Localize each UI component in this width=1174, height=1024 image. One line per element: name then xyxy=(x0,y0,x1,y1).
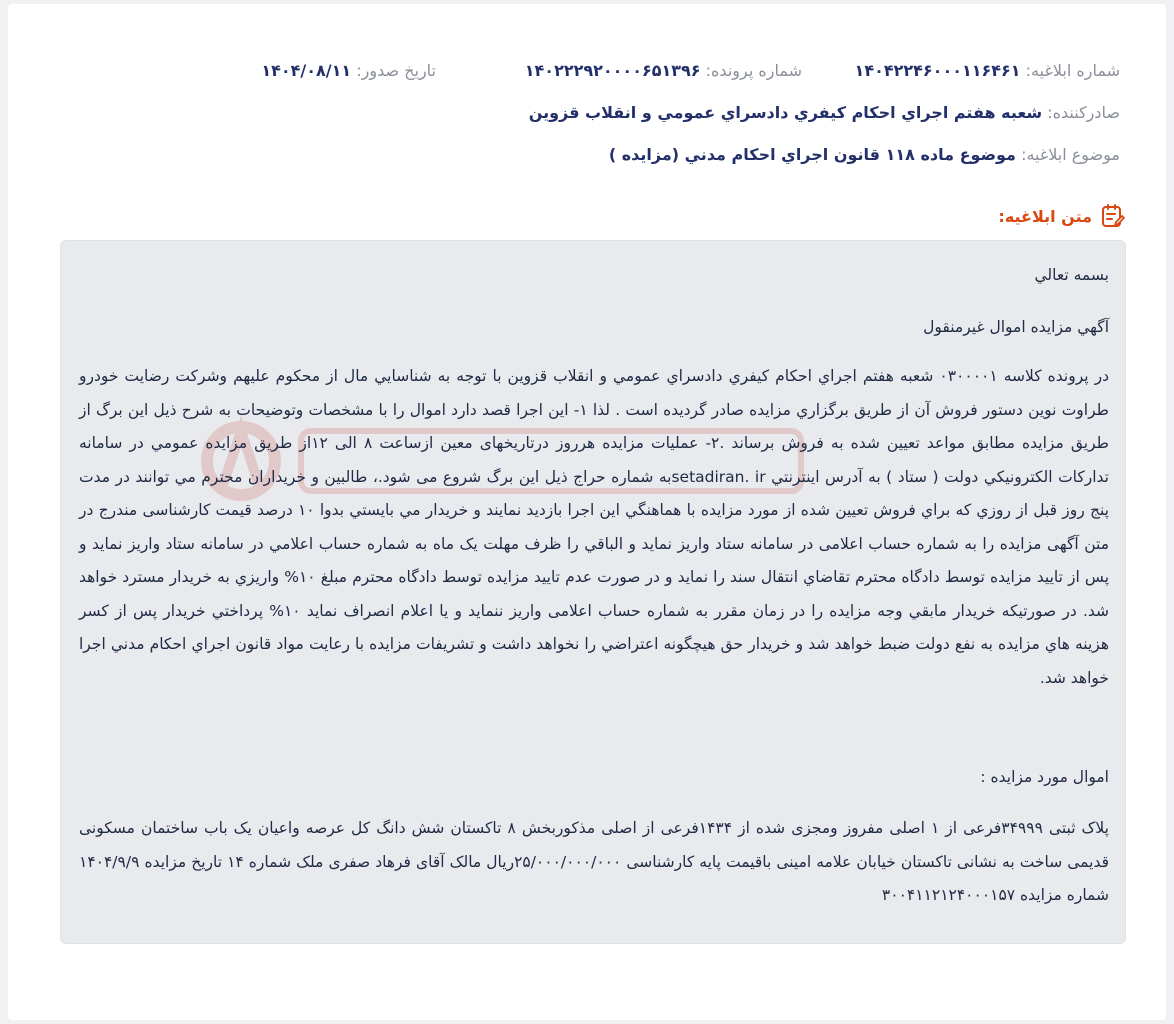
notice-card xyxy=(8,4,1166,1020)
notice-text-title: متن ابلاغيه: xyxy=(998,206,1092,226)
auction-heading: آگهي مزايده اموال غيرمنقول xyxy=(923,318,1109,336)
assets-heading: اموال مورد مزايده : xyxy=(980,768,1109,786)
issuer-value: شعبه هفتم اجراي احكام كيفري دادسراي عمومي و انقلاب قزوين xyxy=(528,103,1043,122)
assets-description: پلاک ثبتی ۳۴۹۹۹فرعی از ۱ اصلی مفروز ومجزی شده از ۱۴۳۴فرعی از اصلی مذکوربخش ۸ تاکستان شش دانگ کل عرصه واعیان یک باب ساختمان مسکونی قدیمی ساخت به نشانی تاکستان خیابان علامه امینی باقیمت پایه کارشناسی ۲۵/۰۰۰/۰۰۰/۰۰۰ریال مالک آقای فرهاد صفری ملک شماره ۱۴ تاریخ مزایده ۱۴۰۴/۹/۹ شماره مزایده ۳۰۰۴۱۱۲۱۲۴۰۰۰۱۵۷ xyxy=(79,819,1109,904)
issue-date-label: تاريخ صدور: xyxy=(356,61,436,80)
subject-value: موضوع ماده ۱۱۸ قانون اجراي احکام مدني (مزايده ) xyxy=(608,145,1016,164)
meta-row-numbers xyxy=(54,56,1120,86)
notice-number-value: ۱۴۰۴۲۲۴۶۰۰۰۱۱۶۴۶۱ xyxy=(854,61,1021,80)
notice-content-box xyxy=(60,240,1126,944)
meta-row-subject xyxy=(54,140,1120,170)
notice-number-field xyxy=(855,56,1120,86)
case-number-label: شماره پرونده: xyxy=(705,61,802,80)
meta-row-issuer xyxy=(54,98,1120,128)
case-number-value: ۱۴۰۲۲۲۹۲۰۰۰۰۶۵۱۳۹۶ xyxy=(524,61,701,80)
issue-date-value: ۱۴۰۴/۰۸/۱۱ xyxy=(261,61,352,80)
greeting-text: بسمه تعالي xyxy=(1034,266,1109,284)
issuer-label: صادرکننده: xyxy=(1047,103,1120,122)
auction-paragraph: در پرونده كلاسه ۰۳۰۰۰۰۱ شعبه هفتم اجراي احكام كيفري دادسراي عمومي و انقلاب قزوين با توجه به شناسايي مال از محکوم علیهم وشرکت رضایت خودرو طراوت نوین دستور فروش آن از طريق برگزاري مزايده صادر گرديده است . لذا ۱- اين اجرا قصد دارد اموال را با مشخصات وتوضيحات به شرح ذيل اين برگ از طريق مزايده مطابق مواعد تعيين شده به فروش برساند .۲- عمليات مزايده هرروز درتاريخهای معين ازساعت ۸ الی ۱۲از طريق مزايده عمومي در سامانه تداركات الكترونيكي دولت ( ستاد ) به آدرس اينترنتي setadiran. irبه شماره حراج ذيل اين برگ شروع مى شود.، طالبين و خريداران محترم مي توانند در مدت پنج روز قبل از روزي كه براي فروش تعيين شده از مورد مزايده با هماهنگي اين اجرا بازديد نمايند و خريدار مي بايستي بدوا ۱۰ درصد قيمت كارشناسی مندرج در متن آگهی مزايده را به شماره حساب اعلامی در سامانه ستاد واريز نمايد و الباقي را ظرف مهلت یک ماه به شماره حساب اعلامي در سامانه ستاد واريز نمايد و پس از تاييد مزايده توسط دادگاه محترم تقاضاي انتقال سند را نمايد و در صورت عدم تاييد مزايده توسط دادگاه محترم مبلغ ۱۰% واريزي به خريدار مسترد خواهد شد. در صورتيكه خريدار مابقي وجه مزايده را در زمان مقرر به شماره حساب اعلامی واريز ننمايد و يا اعلام انصراف نمايد ۱۰% پرداختي خريدار پس از كسر هزينه هاي مزايده به نفع دولت ضبط خواهد شد و خريدار حق هيچگونه اعتراضي را نخواهد داشت و تشريفات مزايده با رعايت مواد قانون اجراي احكام مدني اجرا خواهد شد. xyxy=(79,367,1110,687)
note-edit-icon xyxy=(1100,203,1126,229)
subject-label: موضوع ابلاغيه: xyxy=(1021,145,1120,164)
case-number-field xyxy=(525,56,802,86)
notice-text-section-title xyxy=(998,200,1126,232)
issue-date-field xyxy=(261,56,436,86)
notice-number-label: شماره ابلاغيه: xyxy=(1025,61,1120,80)
